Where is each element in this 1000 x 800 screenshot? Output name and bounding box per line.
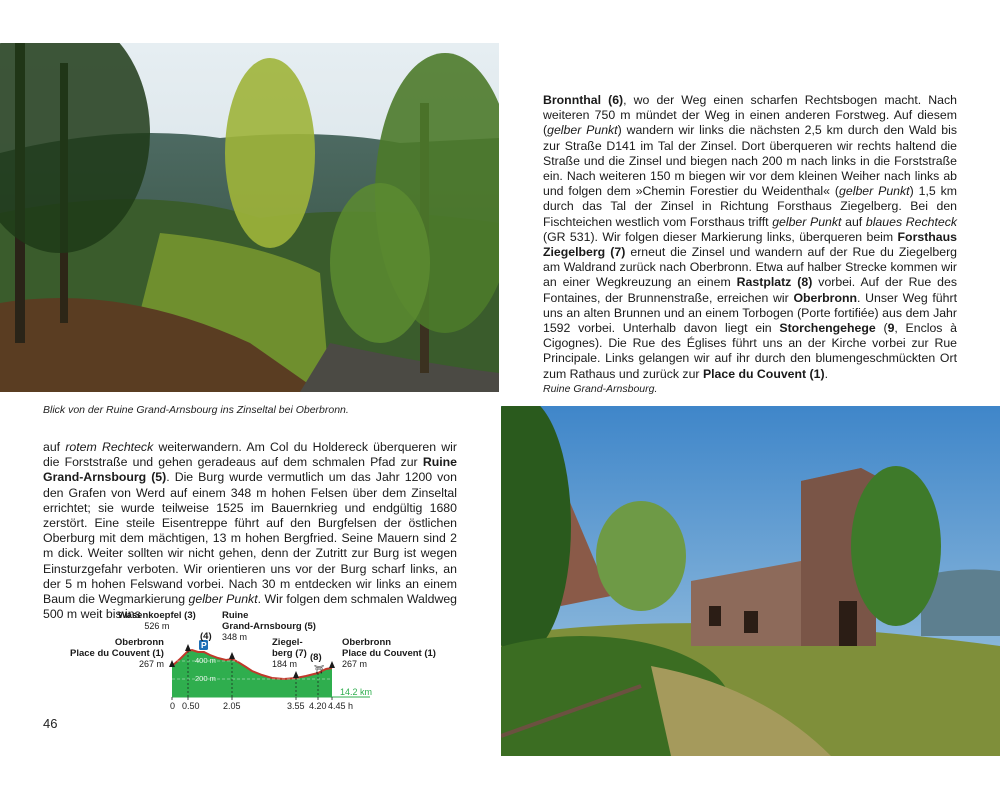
caption-ruine: Ruine Grand-Arnsbourg. bbox=[543, 383, 658, 395]
grid-label-400: 400 m bbox=[195, 656, 216, 665]
elevation-profile bbox=[40, 605, 460, 715]
marker-wasenkoepfel bbox=[185, 644, 191, 651]
parking-icon: P bbox=[201, 640, 207, 650]
time-420: 4.20 bbox=[309, 701, 327, 711]
photo-zinsel-valley bbox=[0, 43, 499, 392]
place-ruine-grand-arnsbourg: Ruine Grand-Arnsbourg (5) bbox=[43, 455, 457, 485]
total-distance: 14.2 km bbox=[340, 687, 373, 697]
place-bronnthal: Bronnthal (6) bbox=[543, 93, 624, 107]
bench-icon: ⛩ bbox=[314, 665, 325, 674]
time-205: 2.05 bbox=[223, 701, 241, 711]
page-number: 46 bbox=[43, 716, 58, 731]
photo-ruine-image bbox=[501, 406, 1000, 756]
body-text-right: Bronnthal (6), wo der Weg einen scharfen Rechtsbogen macht. Nach weiteren 750 m mündet der Weg in einen anderen Forstweg. Auf diesem (gelber Punkt) wandern wir links die nächsten 2,5 km durch den Wald bis zur Straße D141 im Tal der Zinsel. Dort überqueren wir rechts haltend die Straße und die Zinsel und biegen nach 200 m nach links in die Forststraße ein. Nach weiteren 150 m biegen wir vor dem kleinen Weiher nach links ab und folgen dem »Chemin Forestier du Weidenthal« (gelber Punkt) 1,5 km durch das Tal der Zinsel in Richtung Forsthaus Ziegelberg. Bei den Fischteichen westlich vom Forsthaus trifft gelber Punkt auf blaues Rechteck (GR 531). Wir folgen dieser Markierung links, überqueren beim Forsthaus Ziegelberg (7) erneut die Zinsel und wandern auf der Rue du Ziegelberg am Waldrand zurück nach Oberbronn. Etwa auf halber Strecke kommen wir an einer Wegkreuzung an einem Rastplatz (8) vorbei. Auf der Rue des Fontaines, der Brunnenstraße, erreichen wir Oberbronn. Unser Weg führt uns an alten Brunnen und an einem Torbogen (Porte fortifiée) aus dem Jahr 1592 vorbei. Unterhalb davon liegt ein Storchengehege (9, Enclos à Cigognes). Die Rue des Églises führt uns an der Kirche vorbei zur Rue Principale. Links gelangen wir auf ihr durch den blumengeschmückten Ort zum Rathaus und zurück zur Place du Couvent (1). bbox=[543, 93, 958, 381]
place-forsthaus-ziegelberg: Forsthaus Ziegelberg (7) bbox=[543, 229, 957, 260]
place-oberbronn: Oberbronn bbox=[793, 290, 857, 305]
label-end: Oberbronn Place du Couvent (1) 267 m bbox=[342, 637, 436, 669]
label-start: Oberbronn Place du Couvent (1) 267 m bbox=[70, 637, 164, 669]
label-ziegelberg: Ziegel- berg (7) 184 m bbox=[272, 637, 307, 669]
grid-label-200: 200 m bbox=[195, 674, 216, 683]
place-storchengehege: Storchengehege bbox=[779, 321, 876, 336]
marker-ziegelberg bbox=[293, 671, 299, 678]
caption-valley: Blick von der Ruine Grand-Arnsbourg ins Zinseltal bei Oberbronn. bbox=[43, 404, 349, 416]
marker-ruine bbox=[229, 652, 235, 659]
place-rastplatz: Rastplatz (8) bbox=[736, 275, 813, 290]
label-poi-4: (4) bbox=[200, 631, 212, 642]
label-poi-8: (8) bbox=[310, 652, 322, 663]
place-du-couvent: Place du Couvent (1) bbox=[702, 366, 825, 381]
time-445: 4.45 h bbox=[328, 701, 354, 711]
marker-end bbox=[329, 661, 335, 668]
photo-zinsel-valley-image bbox=[0, 43, 499, 392]
photo-ruine-grand-arnsbourg bbox=[501, 406, 1000, 756]
time-0: 0 bbox=[170, 701, 176, 711]
body-text-left: auf rotem Rechteck weiterwandern. Am Col du Holdereck überqueren wir die Forststraße und gehen geradeaus auf dem schmalen Pfad zur Ruine Grand-Arnsbourg (5). Die Burg wurde vermutlich um das Jahr 1200 von den Grafen von Werd auf einem 348 m hohen Felsen über dem Zinseltal errichtet; sie wurde teilweise 1525 im Bauernkrieg und endgültig 1680 zerstört. Eine steile Eisentreppe führt auf den Burgfelsen der östlichen Oberburg mit dem mächtigen, 13 m hohen Bergfried. Seine Mauern sind 2 m dick. Weiter sollten wir nicht gehen, denn der Zutritt zur Burg ist wegen Einsturzgefahr verboten. Wir orientieren uns vor der Burg scharf links, an der 5 m hohen Felswand vorbei. Nach 30 m entdecken wir links an einem Baum die Wegmarkierung gelber Punkt. Wir folgen dem schmalen Waldweg 500 m weit bis ins bbox=[43, 440, 458, 622]
time-355: 3.55 bbox=[287, 701, 305, 711]
time-050: 0.50 bbox=[182, 701, 200, 711]
label-ruine: Ruine Grand-Arnsbourg (5) 348 m bbox=[222, 610, 316, 642]
label-wasenkoepfel: Wasenkoepfel (3) 526 m bbox=[118, 610, 196, 631]
